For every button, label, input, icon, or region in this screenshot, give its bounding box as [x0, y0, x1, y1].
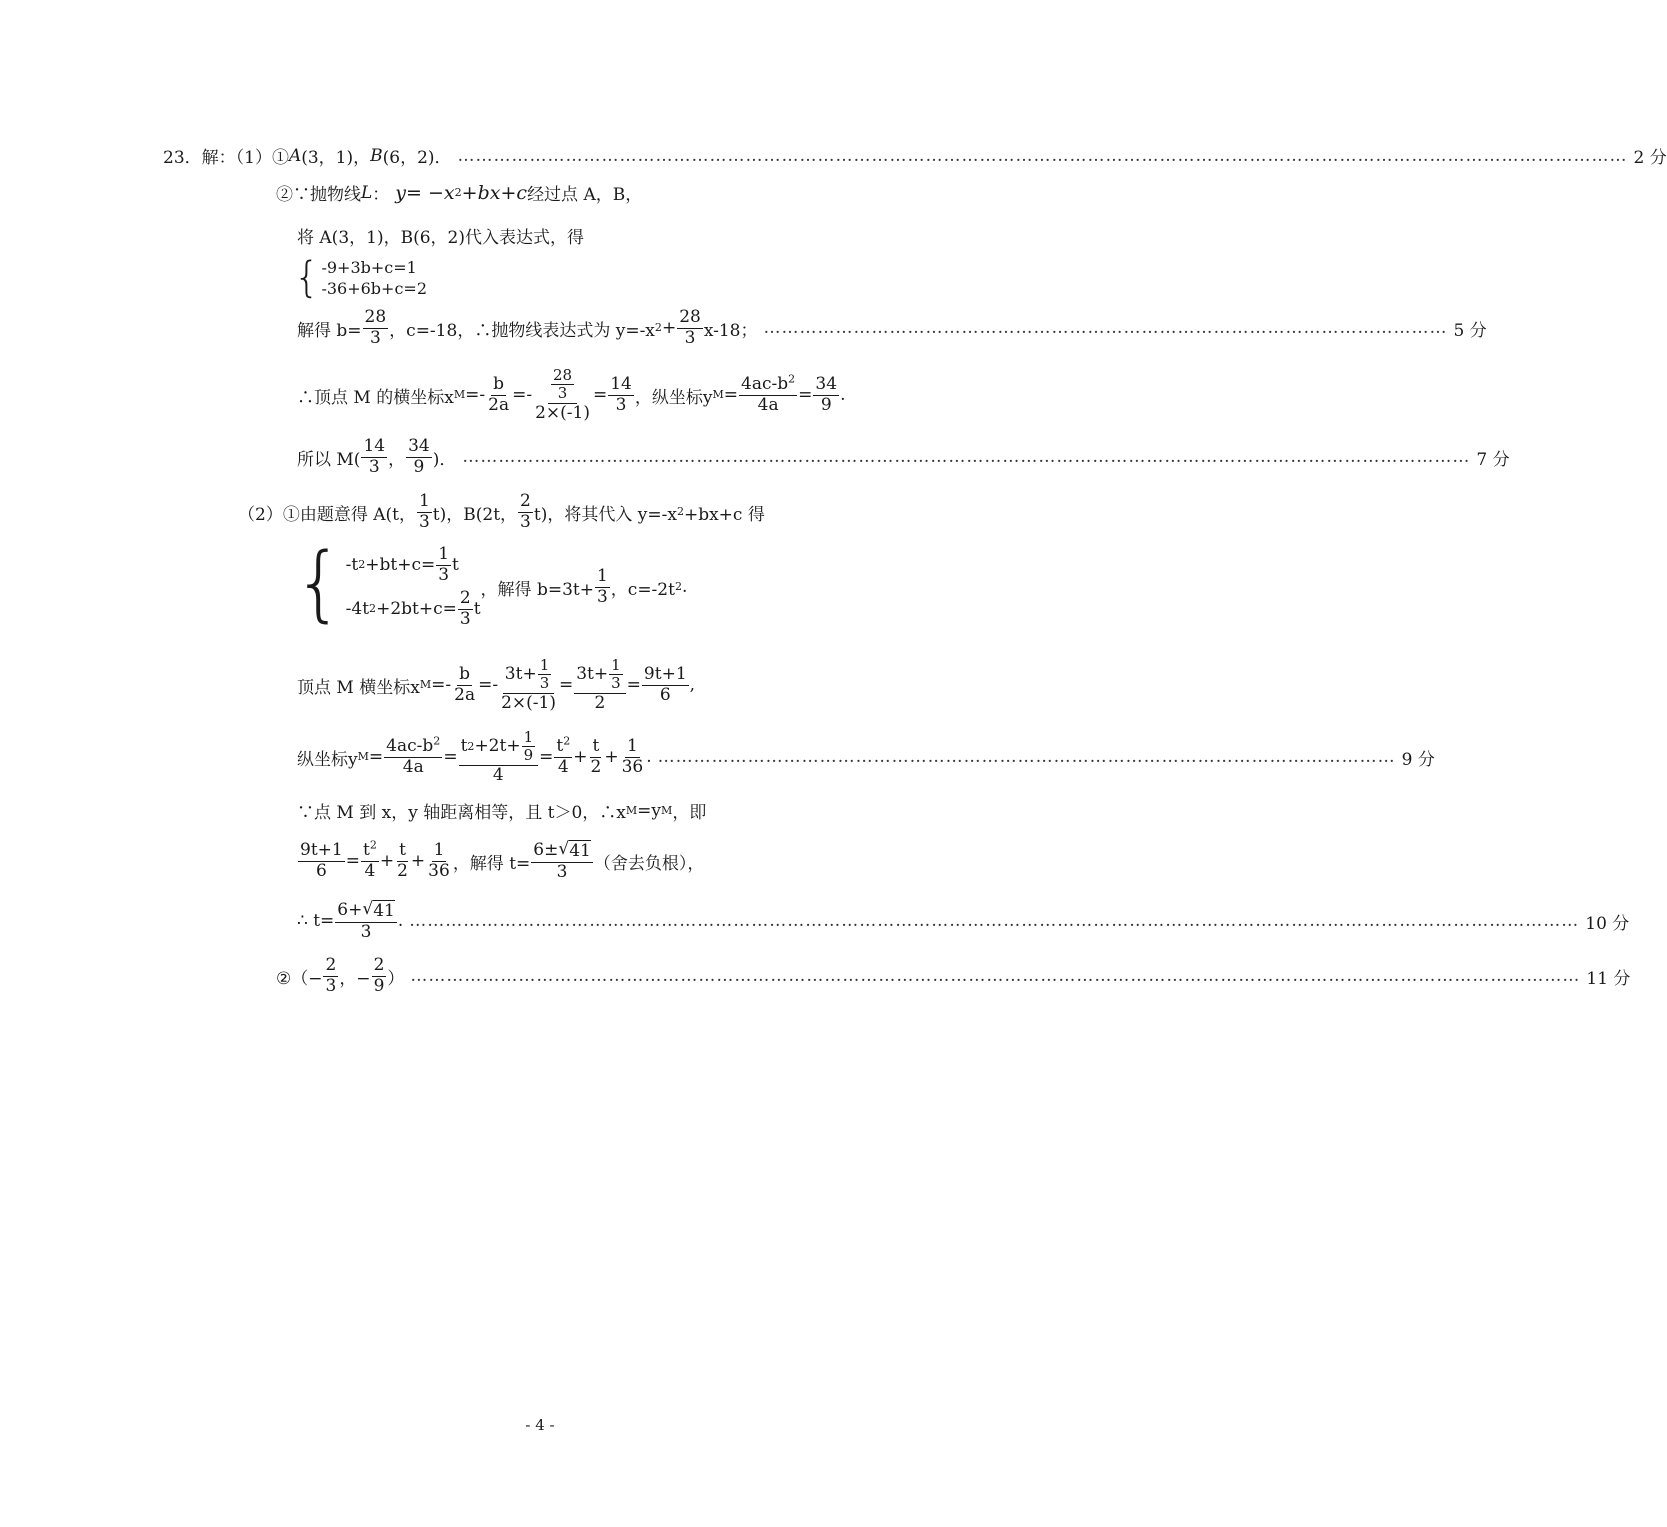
numerator: 1 [433, 840, 445, 860]
text: =- [512, 385, 533, 406]
text: x-18； [703, 320, 758, 341]
numerator: 2 [373, 955, 385, 975]
text: . [646, 747, 652, 768]
denominator: 9 [523, 746, 534, 765]
sqrt [558, 840, 590, 862]
fraction [452, 665, 477, 705]
fraction [323, 956, 338, 996]
numerator: 28 [552, 366, 573, 384]
fraction [642, 665, 689, 705]
fraction [739, 372, 797, 415]
text: . [397, 911, 404, 932]
fraction [363, 308, 389, 348]
text: = [368, 747, 384, 768]
text: ，− [339, 968, 371, 989]
text: . [840, 385, 846, 406]
leader-dots: …………………………………………………………………………………………………………………………………………………………………………… [409, 911, 1580, 932]
numerator [335, 900, 397, 923]
line-part1-answer [0, 143, 1667, 168]
denominator: 3 [418, 511, 430, 532]
leader-dots: …………………………………………………………………………………………………………… [657, 747, 1396, 768]
text: （2）①由题意得 A(t， [238, 504, 416, 525]
fraction [595, 567, 610, 607]
fraction [436, 545, 451, 585]
leader-dots: …………………………………………………………………………………………………………………………………………………… [462, 447, 1471, 468]
text: + [573, 747, 588, 768]
denominator: 2a [488, 394, 510, 415]
question-number: 23．解：（1）① [163, 148, 289, 168]
text: 所以 M( [297, 449, 361, 470]
fraction [372, 956, 387, 996]
denominator: 2×(-1) [501, 692, 556, 713]
fraction [426, 841, 452, 881]
fraction [538, 657, 552, 693]
denominator: 4 [364, 860, 376, 881]
denominator: 3 [539, 674, 550, 693]
text: + [410, 851, 426, 872]
text: + [461, 181, 478, 204]
numerator: b [493, 373, 505, 394]
text: ，纵坐标y [634, 387, 713, 408]
equation: -36+6b+c=2 [321, 279, 427, 298]
text: -4t [345, 599, 370, 620]
text: + [661, 318, 677, 339]
equation-system-2: { -t 2 +bt+c= $\frac{1}{3}$ t -4t 2 +2bt+c= $\frac{2}{3}$ t ，解得 b=3t+ $\frac{1}{3}$ ，c=-2t 2 . [294, 536, 688, 632]
text: ， [388, 449, 406, 470]
denominator: 9 [373, 975, 385, 996]
text: +bt+c= [365, 555, 436, 576]
text: ∴顶点 M 的横坐标x [297, 387, 454, 408]
text: = [723, 385, 739, 406]
denominator: 9 [413, 456, 425, 477]
text: 解得 b= [297, 320, 362, 341]
fraction [406, 437, 432, 477]
denominator: 3 [611, 674, 621, 693]
line-part2-intro: （2）①由题意得 A(t， $\frac{1}{3}$ t)，B(2t， $\frac{2}{3}$ t)，将其代入 y=-x 2 +bx+c 得 [238, 491, 765, 532]
brace: { [294, 536, 344, 632]
fraction [620, 737, 646, 777]
text: t)，将其代入 y=-x [533, 504, 677, 525]
fraction [589, 737, 604, 777]
numerator: 1 [611, 656, 621, 674]
text: ： [372, 185, 390, 205]
denominator: 36 [621, 756, 644, 777]
coords-b: (6，2)． [382, 148, 452, 168]
text: + [604, 747, 619, 768]
numerator [531, 840, 593, 863]
line-solution-b: 解得 b= $\frac{28}{3}$ ，c=-18，∴抛物线表达式为 y=-x 2 + $\frac{28}{3}$ x-18； …………………………………………………………………………………………………… 5 分 [297, 307, 1487, 348]
numerator: 2 [520, 491, 531, 511]
text: = [626, 675, 641, 696]
numerator [554, 734, 572, 758]
denominator: 2 [594, 692, 606, 713]
text: +2bt+c= [376, 599, 457, 620]
fraction [499, 657, 558, 713]
numerator [384, 734, 442, 758]
line-t-result [0, 899, 1630, 942]
score-label: 5 分 [1453, 320, 1487, 341]
denominator: 3 [557, 384, 568, 403]
text: t [556, 735, 564, 756]
text: 顶点 M 横坐标x [297, 677, 420, 698]
fraction [361, 437, 387, 477]
numerator [574, 657, 625, 694]
text: , [689, 675, 696, 696]
text: = [345, 851, 360, 872]
text: = − [406, 181, 444, 204]
denominator: 36 [428, 860, 450, 881]
line-vertex-x: 顶点 M 横坐标x M =- $\frac{b}{2a}$ =- 3t+ $\frac{1}{3}$ 2×(-1) = 3t+ $\frac{1}{3}$ 2 = $\frac{9t+1}{6}$ , [297, 656, 696, 713]
denominator: 3 [684, 327, 696, 348]
line-equal-distance: ∵点 M 到 x，y 轴距离相等，且 t＞0，∴x M =y M ，即 [0, 798, 1080, 823]
denominator: 4 [557, 756, 569, 777]
numerator: 1 [626, 735, 638, 756]
numerator: 34 [408, 436, 430, 456]
fraction [554, 734, 572, 777]
text: = [558, 675, 574, 696]
var: x [443, 181, 455, 204]
denominator: 2a [454, 684, 476, 705]
text: 4ac-b [741, 373, 789, 394]
text: ②∵抛物线 [276, 185, 361, 205]
text: =- [478, 675, 499, 696]
denominator: 3 [459, 608, 471, 629]
denominator: 4 [492, 764, 504, 785]
fraction [608, 375, 634, 415]
equation: -4t 2 +2bt+c= $\frac{2}{3}$ t [345, 588, 481, 629]
numerator: 1 [438, 544, 450, 564]
text: =y [637, 800, 662, 821]
text: ，即 [672, 803, 707, 823]
denominator: 3 [615, 394, 627, 415]
text: t [362, 840, 370, 860]
brace: { [294, 253, 320, 303]
fraction [533, 367, 592, 423]
numerator: t [592, 735, 600, 756]
equation: -t 2 +bt+c= $\frac{1}{3}$ t [345, 544, 459, 585]
denominator: 3 [369, 327, 381, 348]
exponent: 2 [433, 734, 441, 748]
numerator: 9t+1 [300, 840, 343, 860]
denominator: 3 [520, 511, 531, 532]
fraction [518, 492, 533, 532]
text: t)，B(2t， [432, 504, 518, 525]
sqrt-icon: √ [558, 839, 570, 859]
text: = [539, 747, 554, 768]
numerator [503, 657, 554, 694]
text: + [379, 851, 395, 872]
equation-system-1 [0, 253, 1080, 303]
line-substitute [0, 223, 1080, 248]
numerator: 1 [539, 656, 550, 674]
fraction [335, 900, 397, 942]
point-b: B [370, 145, 383, 166]
score-label: 9 分 [1401, 749, 1435, 770]
denominator: 4a [757, 394, 779, 415]
text: ∵点 M 到 x，y 轴距离相等，且 t＞0，∴x [297, 803, 626, 823]
fraction [458, 589, 473, 629]
exponent: 2 [369, 838, 377, 852]
fraction [417, 492, 432, 532]
fraction [361, 838, 379, 881]
text: 4ac-b [386, 735, 434, 756]
text: 经过点 A，B， [527, 185, 643, 205]
denominator: 3 [368, 456, 380, 477]
score-label: 7 分 [1476, 449, 1510, 470]
numerator: b [459, 663, 471, 684]
line-vertex-coords: ∴顶点 M 的横坐标x M =- $\frac{b}{2a}$ =- $\frac{\frac{28}{3}}{2\times(-1)}$ = $\frac{14}{3}$ ，纵坐标y M = $\frac{4ac-b^2}{4a}$ = $\frac{34}{9}$ . [297, 366, 846, 423]
text: 将 A(3，1)，B(6，2)代入表达式，得 [297, 228, 584, 248]
denominator: 3 [360, 921, 372, 942]
text: 6± [533, 840, 559, 860]
text: . [682, 577, 688, 598]
numerator [739, 372, 797, 396]
denominator: 4a [402, 756, 424, 777]
numerator: 14 [610, 373, 632, 394]
text: ，c=-18，∴抛物线表达式为 y=-x [389, 320, 655, 341]
denominator: 3 [556, 861, 568, 882]
denominator: 2 [397, 860, 408, 881]
sqrt [362, 900, 394, 922]
exponent: 2 [788, 372, 796, 386]
text: +bx+c 得 [683, 504, 765, 525]
fraction [574, 657, 625, 713]
numerator: 1 [418, 491, 430, 511]
score-label: 11 分 [1586, 968, 1631, 989]
line-vertex-y: 纵坐标y M = $\frac{4ac-b^2}{4a}$ = t 2 +2t+ $\frac{1}{9}$ 4 = $\frac{t^2}{4}$ + $\frac{t}{2}$ + $\frac{1}{36}$ . …………………………………………………………………………………………………………… 9 分 [297, 728, 1435, 785]
fraction [609, 657, 623, 693]
text: ，c=-2t [610, 579, 675, 600]
fraction [551, 367, 574, 403]
text: ，解得 b=3t+ [480, 579, 594, 600]
text: t [473, 599, 481, 620]
fraction [384, 734, 442, 777]
text: =- [465, 385, 486, 406]
text: 纵坐标y [297, 749, 358, 770]
numerator [361, 838, 379, 862]
radicand: 41 [373, 901, 395, 921]
text: = [798, 385, 813, 406]
text: t [452, 555, 459, 576]
var: x [489, 181, 501, 204]
var: b [477, 181, 490, 204]
numerator: 14 [363, 436, 386, 456]
text: ） [387, 968, 405, 989]
text: t [460, 735, 468, 756]
denominator: 2 [590, 756, 602, 777]
var: c [516, 181, 528, 204]
line-solve-t [0, 840, 1080, 882]
denominator: 3 [596, 586, 608, 607]
text: （舍去负根）， [593, 853, 705, 874]
numerator: t 2 +2t+ $\frac{1}{9}$ [459, 729, 539, 766]
text: = [592, 385, 608, 406]
fraction [531, 840, 593, 882]
fraction [459, 729, 539, 785]
coords-a: (3，1)， [301, 148, 371, 168]
var: L [361, 182, 373, 203]
fraction [298, 841, 345, 881]
numerator: 34 [815, 373, 838, 394]
text: = [443, 747, 458, 768]
denominator: 6 [315, 860, 327, 881]
text: 6+ [337, 900, 363, 920]
numerator: 1 [523, 728, 534, 746]
numerator: 28 [679, 307, 701, 327]
fraction [486, 375, 511, 415]
page-number: - 4 - [525, 1416, 555, 1434]
point-a: A [288, 145, 302, 166]
denominator: 3 [438, 564, 450, 585]
text: ，解得 t= [452, 853, 531, 874]
fraction [522, 729, 536, 765]
text: ∴ t= [297, 911, 335, 932]
denominator: 3 [325, 975, 337, 996]
equation: -9+3b+c=1 [321, 258, 417, 277]
numerator: 1 [596, 566, 608, 587]
text: +2t+ [474, 735, 521, 756]
sqrt-icon: √ [362, 899, 374, 919]
radicand: 41 [569, 841, 591, 861]
line-part2-answer2 [0, 955, 1631, 996]
denominator: 6 [659, 684, 671, 705]
line-point-m [0, 436, 1510, 477]
score-label: 10 分 [1585, 913, 1630, 934]
denominator: 9 [820, 394, 832, 415]
text: 3t+ [576, 663, 609, 684]
numerator: t [399, 840, 406, 860]
exponent: 2 [563, 734, 571, 748]
numerator: 28 [364, 307, 387, 327]
denominator: 2×(-1) [535, 402, 590, 423]
text: =- [431, 675, 452, 696]
leader-dots: …………………………………………………………………………………………………………………………………………………………………………… [410, 966, 1581, 987]
numerator: 2 [325, 955, 337, 975]
text: ②（− [276, 968, 323, 989]
text: -t [345, 555, 359, 576]
text: + [500, 181, 517, 204]
leader-dots: …………………………………………………………………………………………………………………………………………………………………………… [457, 145, 1628, 166]
fraction [395, 841, 410, 881]
fraction [677, 308, 703, 348]
score-label: 2 分 [1633, 148, 1667, 168]
text: )． [432, 449, 457, 470]
numerator [548, 367, 577, 404]
leader-dots: …………………………………………………………………………………………………… [763, 318, 1448, 339]
line-parabola: ②∵抛物线 L ： y = − x 2 + b x + c 经过点 A，B， [276, 181, 643, 205]
text: 3t+ [504, 663, 537, 684]
numerator: 9t+1 [643, 663, 687, 684]
fraction [813, 375, 839, 415]
var: y [395, 181, 407, 204]
numerator: 2 [459, 588, 471, 609]
